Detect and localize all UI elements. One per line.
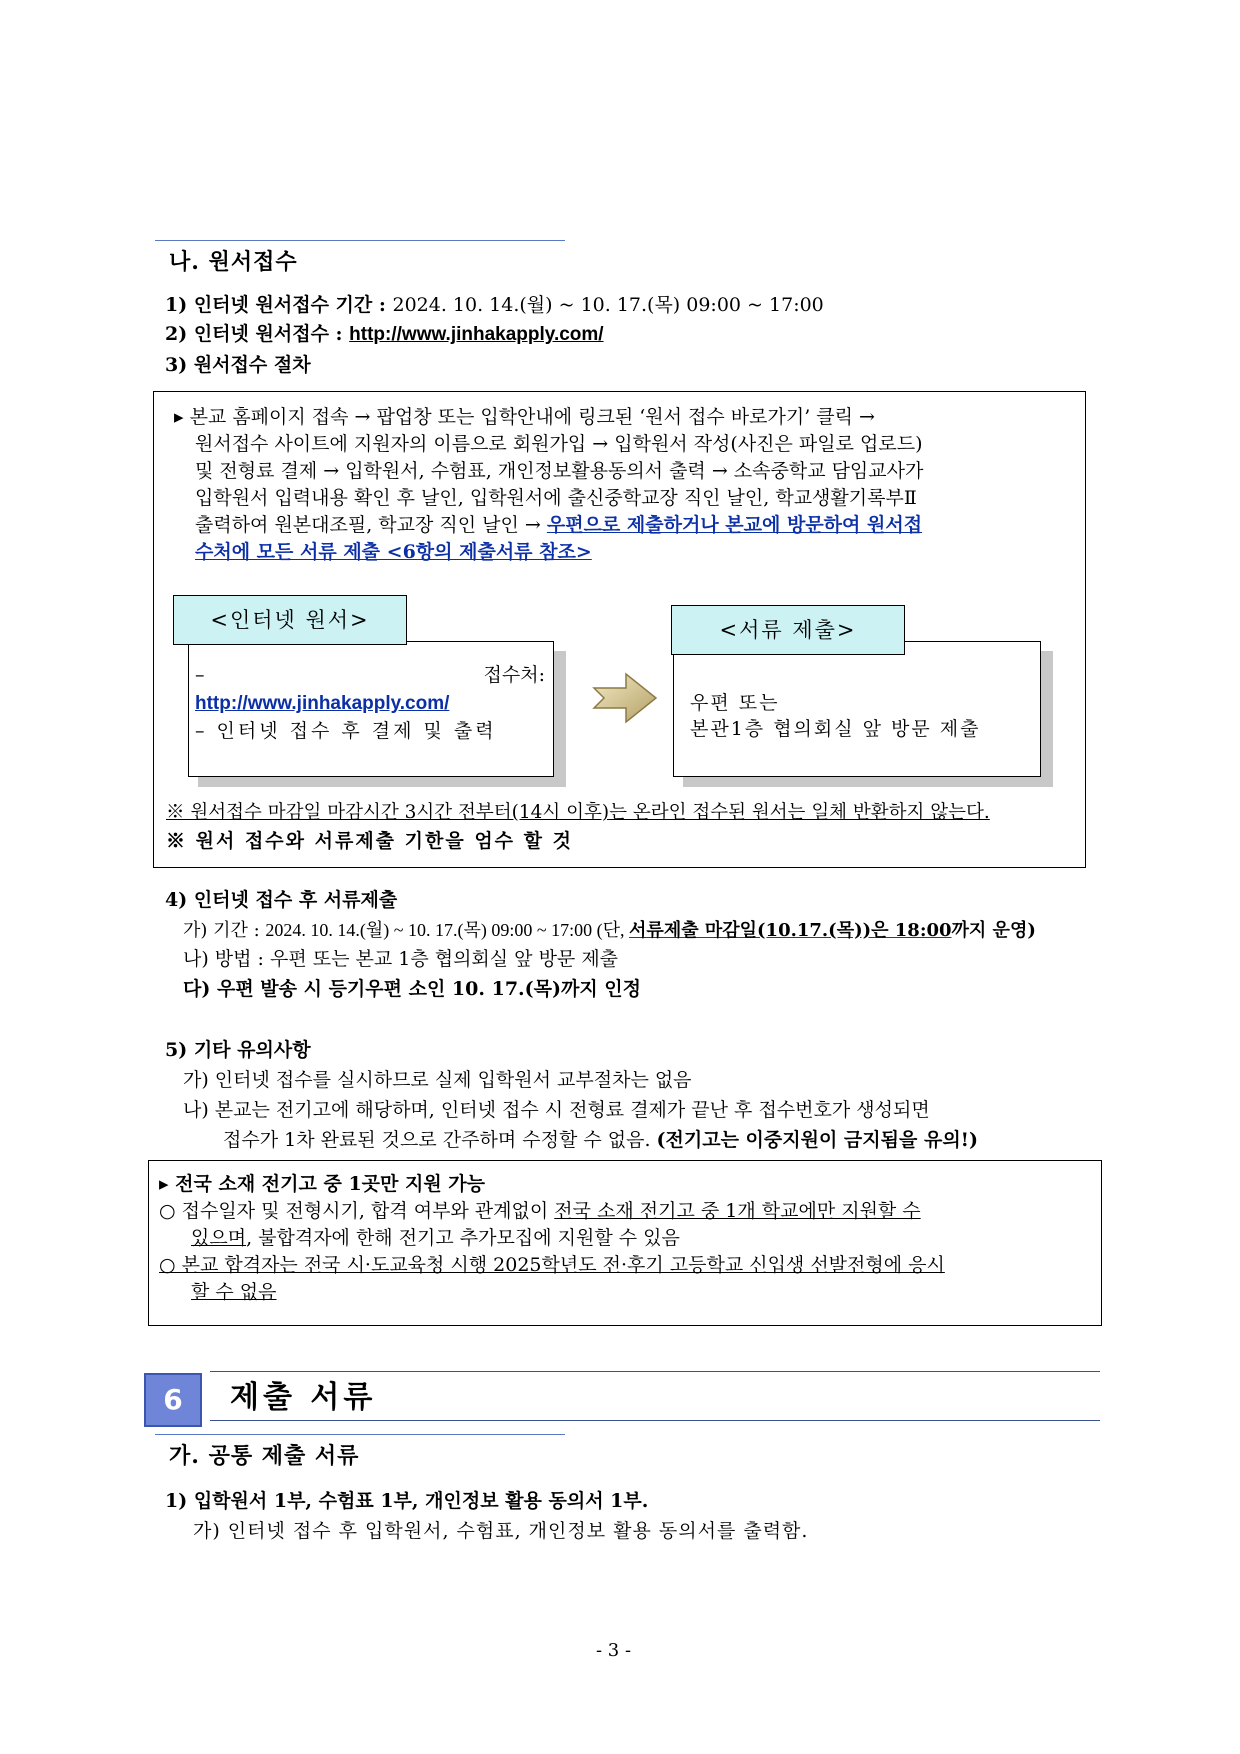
section6-number: 6 [163,1383,183,1416]
item1-value: 2024. 10. 14.(월) ~ 10. 17.(목) 09:00 ~ 17:00 [392,294,824,316]
procedure-line-2: 원서접수 사이트에 지원자의 이름으로 회원가입 → 입학원서 작성(사진은 파일로 업로드) [195,433,923,455]
internet-label: <인터넷 원서> [173,595,407,645]
internet-line-3: – 인터넷 접수 후 결제 및 출력 [195,720,497,742]
item2-label: 2) 인터넷 원서접수 : [165,323,350,345]
internet-card [188,641,554,777]
notice-p1-line1 [159,1198,921,1224]
section-ga-title: 가. 공통 제출 서류 [169,1443,360,1469]
item5-title: 5) 기타 유의사항 [165,1039,311,1061]
procedure-submit-highlight: 우편으로 제출하거나 본교에 방문하여 원서접 [546,514,923,536]
item5-a: 가) 인터넷 접수를 실시하므로 실제 입학원서 교부절차는 없음 [183,1069,692,1091]
notice-p2-line1: ○ 본교 합격자는 전국 시·도교육청 시행 2025학년도 전·후기 고등학교 신입생 선발전형에 응시 [159,1254,945,1276]
notice-p1-underline: 전국 소재 전기고 중 1개 학교에만 지원할 수 [554,1200,921,1222]
item4-a-tail: 까지 운영) [951,920,1036,941]
section6-rule-top [210,1371,1100,1372]
section-ga-item1: 1) 입학원서 1부, 수험표 1부, 개인정보 활용 동의서 1부. [165,1490,649,1512]
docs-line-1: 우편 또는 [690,692,780,714]
procedure-line-5 [195,512,922,538]
item4-a [183,917,1036,944]
item4-a-value: 2024. 10. 14.(월) ~ 10. 17.(목) 09:00 ~ 17:00 (단, [265,920,630,940]
item5-b-line2 [223,1127,978,1153]
section-ga-item1-a: 가) 인터넷 접수 후 입학원서, 수험표, 개인정보 활용 동의서를 출력함. [193,1520,809,1542]
internet-reception-label: 접수처: [483,664,545,686]
procedure-box [153,391,1086,868]
procedure-line-6: 수처에 모든 서류 제출 <6항의 제출서류 참조> [195,541,592,563]
item4-a-deadline: 서류제출 마감일(10.17.(목))은 18:00 [629,920,952,941]
docs-card [673,641,1041,777]
notice-p1-underline-2: 있으며 [191,1227,247,1249]
internet-link[interactable]: http://www.jinhakapply.com/ [195,693,450,714]
notice-title: ▸ 전국 소재 전기고 중 1곳만 지원 가능 [159,1173,486,1195]
procedure-line-1: ▸ 본교 홈페이지 접속 → 팝업창 또는 입학안내에 링크된 ‘원서 접수 바로가기’ 클릭 → [174,406,875,428]
arrow-right-icon [592,672,658,724]
procedure-note-1: ※ 원서접수 마감일 마감시간 3시간 전부터(14시 이후)는 온라인 접수된 원서는 일체 반환하지 않는다. [166,802,990,823]
notice-p2-line2: 할 수 없음 [191,1281,277,1303]
item4-c: 다) 우편 발송 시 등기우편 소인 10. 17.(목)까지 인정 [183,978,642,1000]
procedure-line-3: 및 전형료 결제 → 입학원서, 수험표, 개인정보활용동의서 출력 → 소속중학교 담임교사가 [195,460,924,482]
internet-line-2 [195,690,449,717]
notice-box [148,1160,1102,1326]
procedure-line-5-text: 출력하여 원본대조필, 학교장 직인 날인 → [195,514,547,536]
item1-line [165,292,824,318]
section-ga-header [155,1434,565,1473]
procedure-line-4: 입학원서 입력내용 확인 후 날인, 입학원서에 출신중학교장 직인 날인, 학교생활기록부Ⅱ [195,487,917,509]
internet-dash: – [195,664,205,686]
notice-p1-line2 [191,1225,680,1251]
item4-a-label: 가) 기간 : [183,920,266,941]
section6-rule-bottom [210,1420,1100,1421]
internet-line-1 [195,662,545,688]
item5-b-warning: (전기고는 이중지원이 금지됨을 유의!) [656,1129,979,1151]
item3-label: 3) 원서접수 절차 [165,354,311,376]
procedure-note-2: ※ 원서 접수와 서류제출 기한을 엄수 할 것 [166,830,573,852]
item5-b-line1: 나) 본교는 전기고에 해당하며, 인터넷 접수 시 전형료 결제가 끝난 후 접수번호가 생성되면 [183,1099,930,1121]
section6-number-badge [144,1373,202,1427]
item4-title: 4) 인터넷 접수 후 서류제출 [165,889,398,911]
item2-line [165,321,604,348]
section6-title: 제출 서류 [230,1380,377,1415]
notice-p1-text-2: , 불합격자에 한해 전기고 추가모집에 지원할 수 있음 [246,1227,680,1249]
item5-b-text: 접수가 1차 완료된 것으로 간주하며 수정할 수 없음. [223,1129,657,1151]
notice-p1-text: ○ 접수일자 및 전형시기, 합격 여부와 관계없이 [159,1200,555,1222]
docs-label: <서류 제출> [671,605,905,655]
jinhakapply-link[interactable]: http://www.jinhakapply.com/ [349,324,604,345]
item1-label: 1) 인터넷 원서접수 기간 : [165,294,393,316]
item4-b: 나) 방법 : 우편 또는 본교 1층 협의회실 앞 방문 제출 [183,948,619,970]
page-number: - 3 - [596,1640,632,1661]
section-na-title: 나. 원서접수 [169,249,298,275]
section-na-header [155,240,565,279]
docs-line-2: 본관1층 협의회실 앞 방문 제출 [690,718,981,740]
